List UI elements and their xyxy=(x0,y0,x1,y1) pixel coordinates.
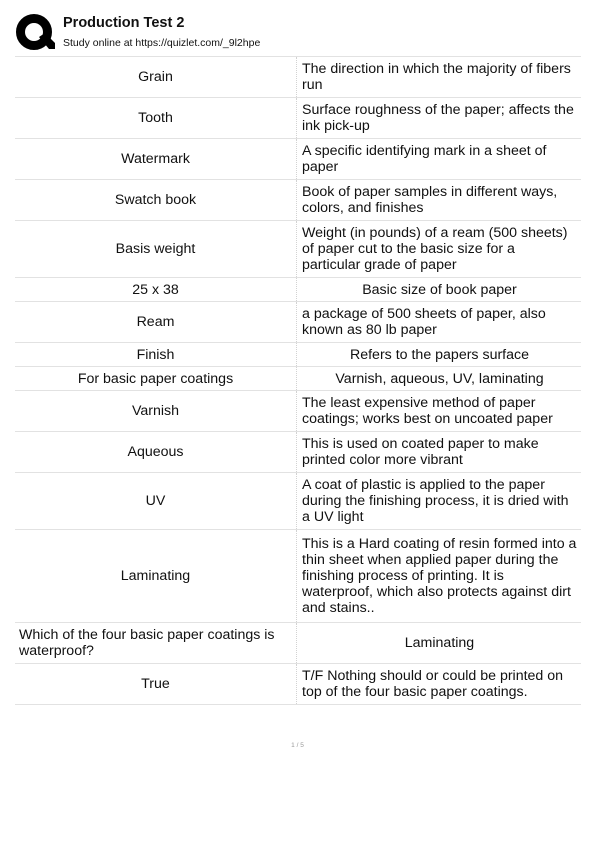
quizlet-logo-icon xyxy=(15,13,55,53)
table-row xyxy=(15,343,581,367)
table-row xyxy=(15,180,581,221)
table-row xyxy=(15,302,581,343)
flashcard-table xyxy=(15,56,581,705)
table-row xyxy=(15,98,581,139)
table-row xyxy=(15,139,581,180)
term-cell: Varnish xyxy=(15,391,297,431)
term-cell: Ream xyxy=(15,302,297,342)
term-cell: Tooth xyxy=(15,98,297,138)
term-cell: 25 x 38 xyxy=(15,278,297,301)
definition-cell: The least expensive method of paper coatings; works best on uncoated paper xyxy=(302,395,553,427)
definition-cell: Weight (in pounds) of a ream (500 sheets) of paper cut to the basic size for a particular grade of paper xyxy=(302,225,568,273)
term-cell: Swatch book xyxy=(15,180,297,220)
table-row xyxy=(15,221,581,278)
table-row xyxy=(15,278,581,302)
definition-cell: Basic size of book paper xyxy=(362,281,517,298)
page-subtitle: Study online at https://quizlet.com/_9l2hpe xyxy=(63,37,261,49)
term-cell: Watermark xyxy=(15,139,297,179)
definition-cell: Surface roughness of the paper; affects the ink pick-up xyxy=(302,102,574,134)
table-row xyxy=(15,432,581,473)
table-row xyxy=(15,367,581,391)
table-row xyxy=(15,664,581,705)
term-cell: Finish xyxy=(15,343,297,366)
term-cell: UV xyxy=(15,473,297,529)
definition-cell: Laminating xyxy=(404,635,475,651)
term-cell: Grain xyxy=(15,57,297,97)
table-row xyxy=(15,530,581,623)
term-cell: True xyxy=(15,664,297,704)
definition-cell: A specific identifying mark in a sheet of paper xyxy=(302,143,547,175)
definition-cell: Book of paper samples in different ways, colors, and finishes xyxy=(302,184,558,216)
term-cell: Basis weight xyxy=(15,221,297,277)
term-cell: Aqueous xyxy=(15,432,297,472)
definition-cell: This is used on coated paper to make printed color more vibrant xyxy=(302,436,539,468)
page-header xyxy=(15,13,581,53)
page-number: 1 / 5 xyxy=(291,742,304,749)
term-cell: For basic paper coatings xyxy=(15,367,297,390)
page-title: Production Test 2 xyxy=(63,15,185,31)
definition-cell: T/F Nothing should or could be printed on top of the four basic paper coatings. xyxy=(302,668,564,700)
table-row xyxy=(15,391,581,432)
definition-cell: Refers to the papers surface xyxy=(349,346,529,363)
definition-cell: The direction in which the majority of fibers run xyxy=(302,61,571,93)
definition-cell: A coat of plastic is applied to the paper during the finishing process, it is dried with a UV light xyxy=(302,477,569,525)
definition-cell: This is a Hard coating of resin formed into a thin sheet when applied paper during the finishing process of printing. It is waterproof, which also protects against dirt and stains.. xyxy=(302,536,577,616)
term-cell: Which of the four basic paper coatings is waterproof? xyxy=(15,623,297,663)
table-row xyxy=(15,623,581,664)
table-row xyxy=(15,473,581,530)
definition-cell: a package of 500 sheets of paper, also known as 80 lb paper xyxy=(302,306,546,338)
definition-cell: Varnish, aqueous, UV, laminating xyxy=(335,370,544,387)
table-row xyxy=(15,57,581,98)
term-cell: Laminating xyxy=(15,530,297,622)
